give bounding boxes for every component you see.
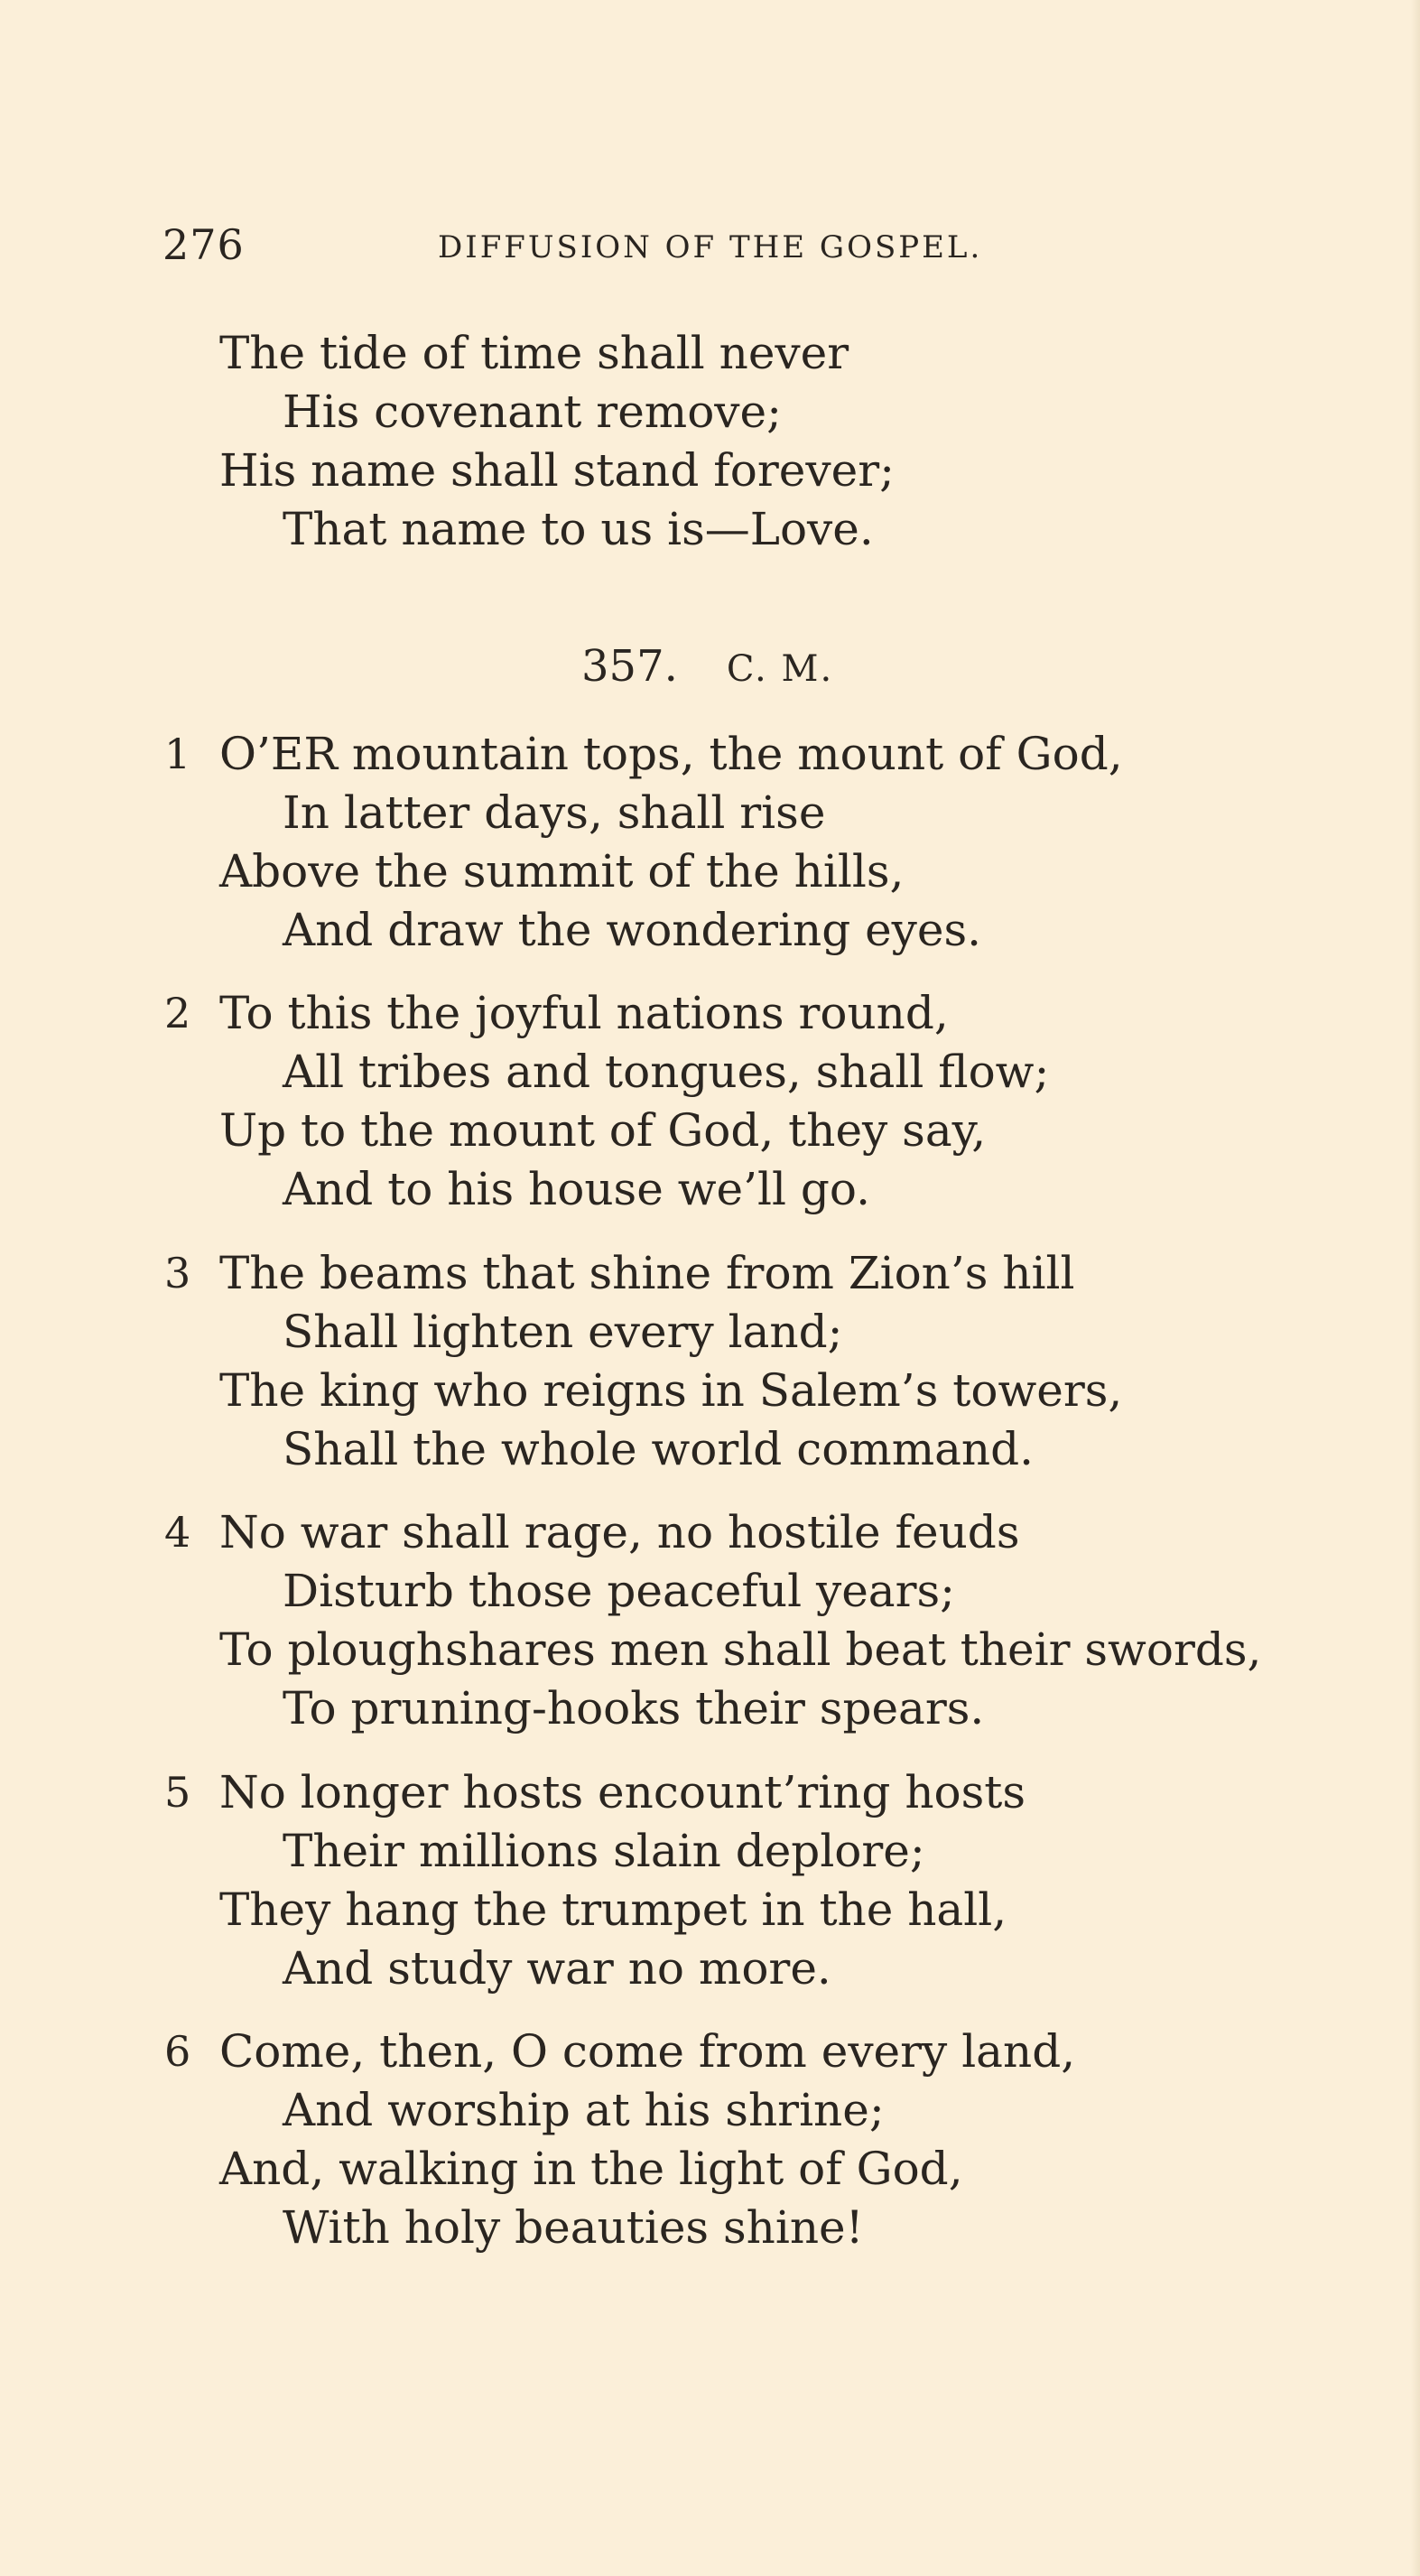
verse-line: To this the joyful nations round, xyxy=(219,987,949,1039)
stanza-line: His covenant remove; xyxy=(283,386,782,438)
verse-number: 3 xyxy=(164,1249,191,1297)
verse-line: They hang the trumpet in the hall, xyxy=(219,1883,1007,1936)
verse-line: To ploughshares men shall beat their swords, xyxy=(219,1623,1262,1676)
verse-line: Their millions slain deplore; xyxy=(283,1825,925,1877)
verse-line: With holy beauties shine! xyxy=(283,2201,864,2254)
verse-line: And, walking in the light of God, xyxy=(219,2143,963,2195)
verse-line: And study war no more. xyxy=(283,1942,831,1995)
verse-line: Shall the whole world command. xyxy=(283,1423,1035,1475)
verse-line: Disturb those peaceful years; xyxy=(283,1565,956,1617)
stanza-line: His name shall stand forever; xyxy=(219,444,895,497)
verse-number: 4 xyxy=(164,1508,191,1557)
hymn-meter: C. M. xyxy=(726,648,834,690)
verse-line: O’ER mountain tops, the mount of God, xyxy=(219,728,1123,780)
verse-line: No longer hosts encount’ring hosts xyxy=(219,1766,1026,1818)
hymn-heading xyxy=(581,641,834,692)
verse-line: No war shall rage, no hostile feuds xyxy=(219,1506,1020,1558)
stanza-line: The tide of time shall never xyxy=(219,327,849,379)
verse-line: To pruning-hooks their spears. xyxy=(283,1682,985,1734)
running-head xyxy=(162,220,1047,274)
verse-line: Above the summit of the hills, xyxy=(219,845,905,897)
verse-line: Shall lighten every land; xyxy=(283,1306,843,1358)
page-number: 276 xyxy=(162,220,245,269)
verse-line: The king who reigns in Salem’s towers, xyxy=(219,1364,1123,1417)
verse-number: 1 xyxy=(164,730,191,778)
verse-number: 5 xyxy=(164,1768,191,1817)
verse-number: 2 xyxy=(164,989,191,1037)
verse-line: The beams that shine from Zion’s hill xyxy=(219,1247,1075,1299)
verse-line: And draw the wondering eyes. xyxy=(283,904,982,956)
stanza-line: That name to us is—Love. xyxy=(283,503,874,555)
hymn-number: 357. xyxy=(581,641,678,692)
verse-number: 6 xyxy=(164,2027,191,2076)
page-edge xyxy=(1411,0,1420,2576)
verse-line: All tribes and tongues, shall flow; xyxy=(283,1046,1050,1098)
verse-line: In latter days, shall rise xyxy=(283,786,826,839)
verse-line: Up to the mount of God, they say, xyxy=(219,1104,987,1157)
running-title: DIFFUSION OF THE GOSPEL. xyxy=(438,229,983,265)
verse-line: Come, then, O come from every land, xyxy=(219,2025,1076,2078)
verse-line: And worship at his shrine; xyxy=(283,2084,885,2136)
verse-line: And to his house we’ll go. xyxy=(283,1163,870,1215)
